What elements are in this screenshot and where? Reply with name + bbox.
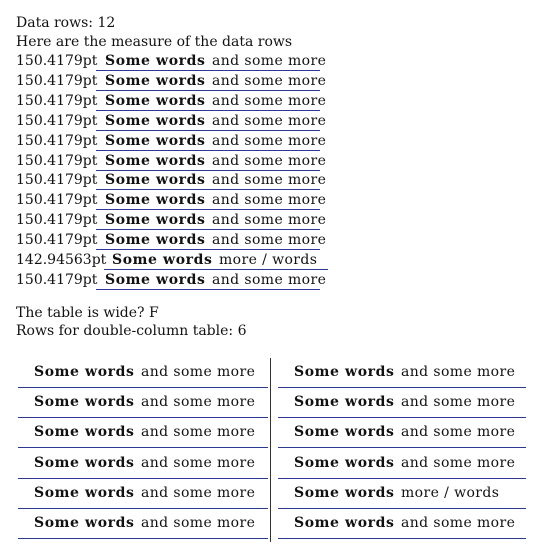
cell-word-bold: Some words (294, 364, 395, 380)
left-column-row (18, 478, 268, 509)
row-word-bold: Some words (105, 172, 206, 189)
row-word-bold: Some words (105, 72, 206, 89)
left-column-row (18, 417, 268, 448)
row-word-regular: and some more (212, 72, 327, 89)
cell-word-bold: Some words (34, 424, 135, 441)
table-row (16, 51, 326, 71)
cell-word-regular: and some more (401, 454, 516, 471)
cell-word-bold: Some words (294, 484, 395, 501)
row-word-regular: and some more (212, 212, 327, 229)
table-row (16, 151, 326, 171)
cell-word-regular: and some more (401, 424, 516, 441)
table-wide-label: The table is wide? F (16, 305, 159, 321)
right-column-row (278, 448, 526, 479)
row-measure: 150.4179pt (16, 192, 98, 209)
cell-word-regular: and some more (141, 454, 256, 471)
row-measure: 150.4179pt (16, 212, 98, 229)
table-row (16, 131, 326, 151)
table-row (16, 210, 326, 230)
row-measure: 150.4179pt (16, 172, 98, 189)
table-row (16, 270, 326, 290)
row-word-regular: and some more (212, 132, 327, 149)
cell-word-bold: Some words (294, 515, 395, 531)
row-measure: 150.4179pt (16, 152, 98, 169)
row-measure: 142.94563pt (16, 252, 107, 268)
row-word-regular: and some more (212, 192, 327, 209)
cell-word-bold: Some words (294, 424, 395, 441)
row-word-bold: Some words (112, 252, 213, 268)
cell-word-bold: Some words (34, 394, 135, 411)
cell-word-bold: Some words (294, 454, 395, 471)
cell-word-regular: and some more (141, 364, 256, 380)
row-word-bold: Some words (105, 53, 206, 69)
right-column-row (278, 478, 526, 509)
row-word-regular: and some more (212, 172, 327, 189)
left-column-row (18, 357, 268, 388)
row-measure: 150.4179pt (16, 271, 98, 288)
cell-word-regular: and some more (141, 515, 256, 531)
cell-word-bold: Some words (294, 394, 395, 411)
table-row (16, 170, 326, 190)
row-measure: 150.4179pt (16, 72, 98, 89)
row-word-bold: Some words (105, 112, 206, 129)
left-column-row (18, 508, 268, 539)
right-column-row (278, 387, 526, 418)
row-word-bold: Some words (105, 232, 206, 249)
cell-word-regular: more / words (401, 484, 500, 501)
cell-word-regular: and some more (141, 394, 256, 411)
row-measure: 150.4179pt (16, 132, 98, 149)
table-row (16, 91, 326, 111)
table-row (16, 250, 326, 270)
cell-word-regular: and some more (401, 364, 516, 380)
left-column-row (18, 387, 268, 418)
left-column-row (18, 448, 268, 479)
row-word-bold: Some words (105, 132, 206, 149)
table-row (16, 111, 326, 131)
cell-word-regular: and some more (141, 484, 256, 501)
row-word-bold: Some words (105, 192, 206, 209)
row-measure: 150.4179pt (16, 112, 98, 129)
row-measure: 150.4179pt (16, 53, 98, 69)
table-row (16, 71, 326, 91)
row-measure: 150.4179pt (16, 232, 98, 249)
right-column-row (278, 417, 526, 448)
row-word-bold: Some words (105, 152, 206, 169)
double-column-rows-label: Rows for double-column table: 6 (16, 323, 247, 339)
cell-word-regular: and some more (401, 515, 516, 531)
row-word-bold: Some words (105, 212, 206, 229)
column-divider (270, 358, 271, 542)
row-word-regular: and some more (212, 53, 327, 69)
table-row (16, 190, 326, 210)
right-column-row (278, 508, 526, 539)
cell-word-bold: Some words (34, 364, 135, 380)
cell-word-bold: Some words (34, 484, 135, 501)
row-word-regular: and some more (212, 271, 327, 288)
cell-word-bold: Some words (34, 515, 135, 531)
right-column-row (278, 357, 526, 388)
table-row (16, 230, 326, 250)
row-measure: 150.4179pt (16, 92, 98, 109)
row-word-bold: Some words (105, 92, 206, 109)
row-word-regular: and some more (212, 232, 327, 249)
row-word-bold: Some words (105, 271, 206, 288)
row-word-regular: and some more (212, 152, 327, 169)
cell-word-bold: Some words (34, 454, 135, 471)
cell-word-regular: and some more (401, 394, 516, 411)
measure-heading: Here are the measure of the data rows (16, 34, 293, 50)
row-word-regular: and some more (212, 92, 327, 109)
row-word-regular: and some more (212, 112, 327, 129)
cell-word-regular: and some more (141, 424, 256, 441)
data-rows-label: Data rows: 12 (16, 15, 116, 31)
row-word-regular: more / words (219, 252, 318, 268)
